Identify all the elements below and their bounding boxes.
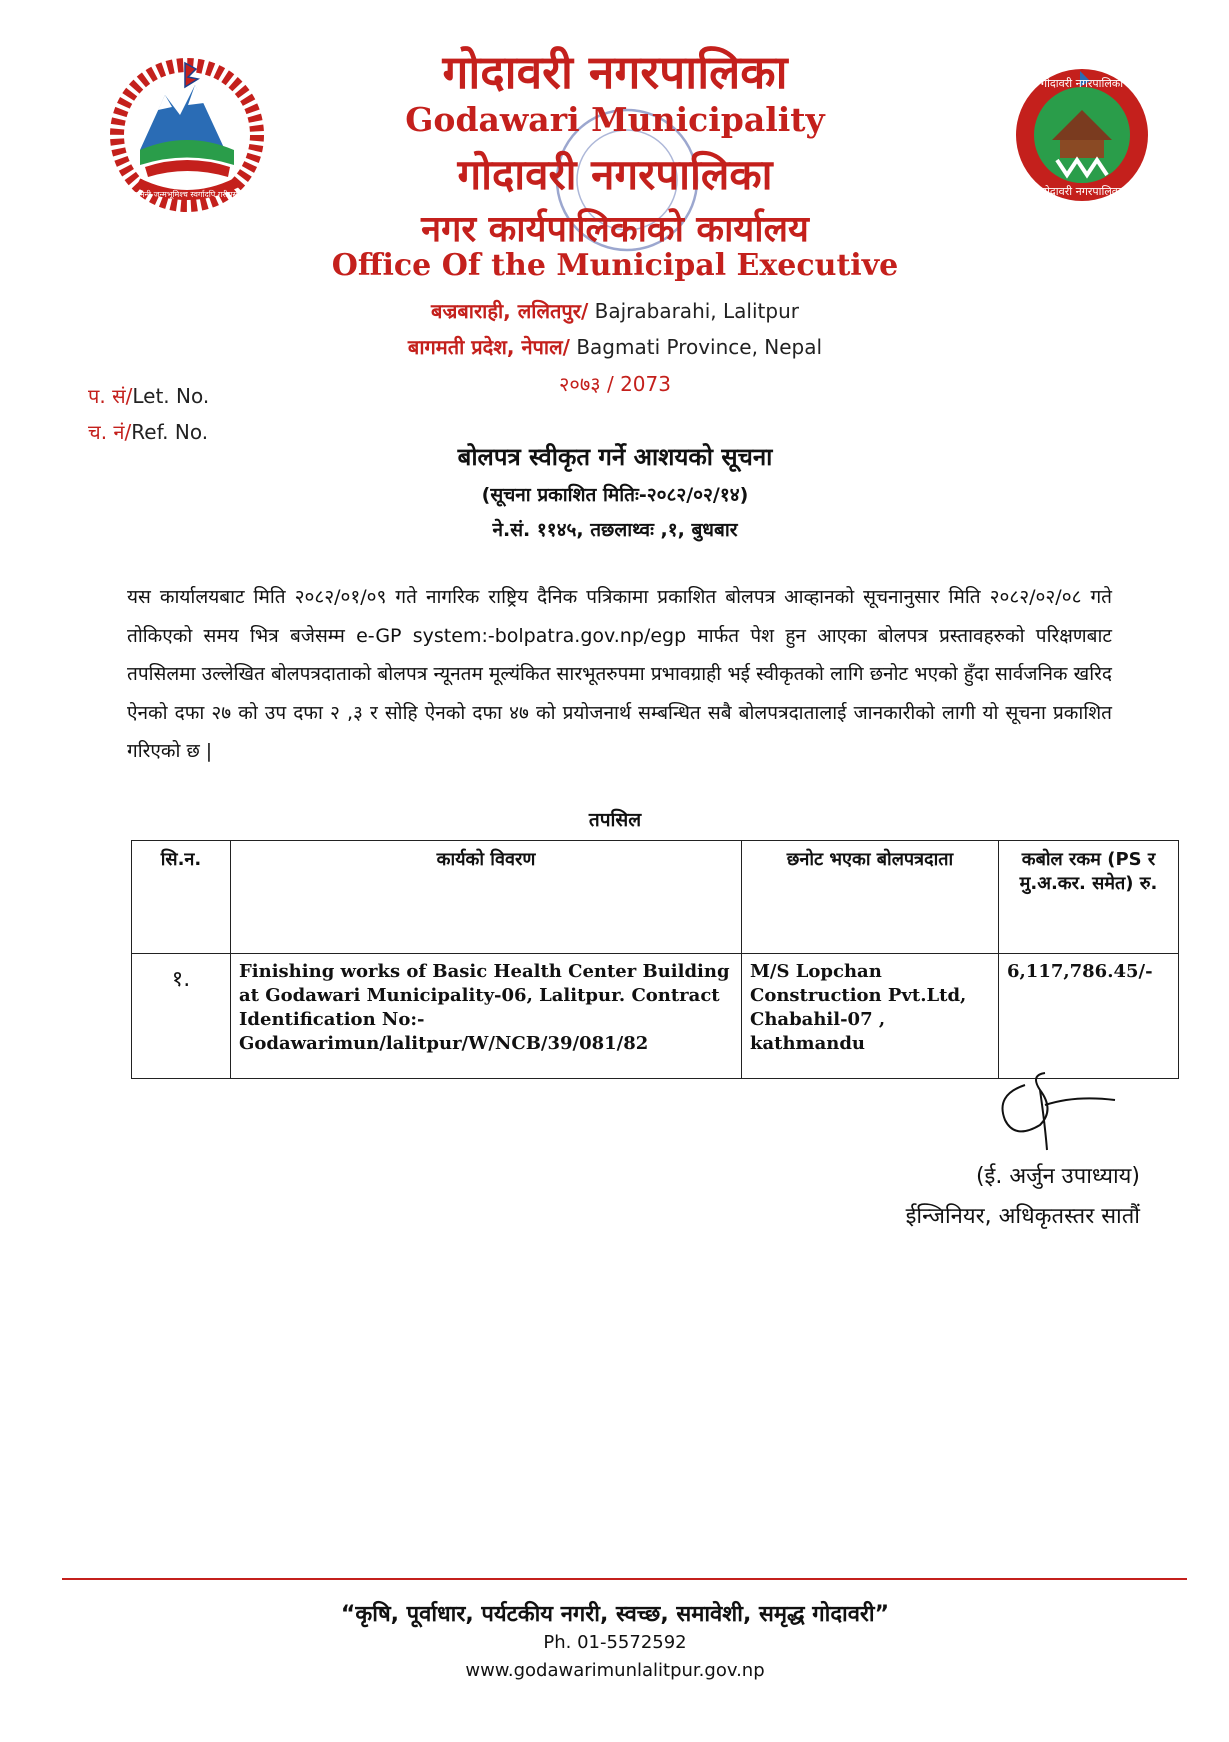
municipality-name-english: Godawari Municipality (405, 100, 825, 139)
notice-publish-date: (सूचना प्रकाशित मितिः-२०८२/०२/१४) (481, 484, 749, 506)
header-amount: कबोल रकम (PS र मु.अ.कर. समेत) रु. (999, 841, 1179, 954)
municipality-logo-icon (1012, 65, 1152, 205)
logo-bottom-text: गोदावरी नगरपालिका (1040, 185, 1124, 198)
row-amount: 6,117,786.45/- (999, 954, 1179, 1079)
header-bidder: छनोट भएका बोलपत्रदाता (742, 841, 999, 954)
nepal-sambat-date: ने.सं. ११४५, तछलाथ्वः ,१, बुधबार (492, 519, 738, 541)
letter-number (88, 382, 209, 409)
header-serial: सि.न. (132, 841, 231, 954)
municipality-name-newari: गोदावरी नगरपालिका (457, 150, 773, 199)
footer-phone: Ph. 01-5572592 (543, 1632, 687, 1653)
emblem-motto: जननी जन्मभूमिश्च स्वर्गादपि गरीयसी (134, 190, 240, 199)
signature-icon (985, 1065, 1125, 1155)
award-table (131, 840, 1179, 1079)
office-name-english: Office Of the Municipal Executive (331, 248, 899, 283)
signatory-name: (ई. अर्जुन उपाध्याय) (975, 1164, 1140, 1189)
reference-number-english: Ref. No. (131, 420, 209, 444)
letter-number-nepali: प. सं/ (88, 384, 133, 408)
row-bidder: M/S Lopchan Construction Pvt.Ltd, Chabahil-07 , kathmandu (742, 954, 999, 1079)
letter-number-english: Let. No. (132, 384, 210, 408)
address-line-2-nepali: बागमती प्रदेश, नेपाल/ (407, 335, 570, 359)
nepal-emblem-icon (110, 55, 265, 215)
address-line-1-nepali: बज्रबाराही, ललितपुर/ (431, 299, 589, 323)
address-line-1-english: Bajrabarahi, Lalitpur (594, 299, 799, 323)
row-description: Finishing works of Basic Health Center Building at Godawari Municipality-06, Lalitpur. Contract Identification No:- Godawarimun/lalitpur/W/NCB/39/081/82 (231, 954, 742, 1079)
office-name-nepali: नगर कार्यपालिकाको कार्यालय (421, 209, 809, 250)
notice-body: यस कार्यालयबाट मिति २०८२/०१/०९ गते नागरिक राष्ट्रिय दैनिक पत्रिकामा प्रकाशित बोलपत्र आव्हानको सूचनानुसार मिति २०८२/०२/०८ गते तोकिएको समय भित्र बजेसम्म e-GP system:-bolpatra.gov.np/egp मार्फत पेश हुन आएका बोलपत्र प्रस्तावहरुको परिक्षणबाट तपसिलमा उल्लेखित बोलपत्रदाताको बोलपत्र न्यूनतम मूल्यंकित सारभूतरुपमा प्रभावग्राही भई स्वीकृतको लागि छनोट भएको हुँदा सार्वजनिक खरिद ऐनको दफा २७ को उप दफा २ ,३ र सोहि ऐनको दफा ४७ को प्रयोजनार्थ सम्बन्धित सबै बोलपत्रदातालाई जानकारीको लागी यो सूचना प्रकाशित गरिएको छ | (127, 586, 1112, 762)
table-header-row (132, 841, 1179, 954)
reference-number-nepali: च. नं/ (88, 420, 132, 444)
footer-divider (62, 1578, 1187, 1580)
details-label: तपसिल (588, 809, 642, 831)
address-line-2-english: Bagmati Province, Nepal (576, 335, 823, 359)
reference-number (88, 418, 208, 445)
footer-website[interactable]: www.godawarimunlalitpur.gov.np (465, 1660, 765, 1681)
signatory-title: ईन्जिनियर, अधिकृतस्तर सातौं (905, 1204, 1140, 1229)
municipality-name-nepali: गोदावरी नगरपालिका (442, 45, 788, 99)
table-row (132, 954, 1179, 1079)
notice-heading: बोलपत्र स्वीकृत गर्ने आशयको सूचना (457, 443, 773, 471)
address-line-1 (300, 297, 930, 324)
established-year: २०७३ / 2073 (559, 372, 671, 396)
row-serial: १. (132, 954, 231, 1079)
logo-top-text: गोदावरी नगरपालिका (1040, 77, 1124, 90)
header-description: कार्यको विवरण (231, 841, 742, 954)
address-line-2 (300, 333, 930, 360)
footer-motto: “कृषि, पूर्वाधार, पर्यटकीय नगरी, स्वच्छ, समावेशी, समृद्ध गोदावरी” (340, 1602, 890, 1627)
